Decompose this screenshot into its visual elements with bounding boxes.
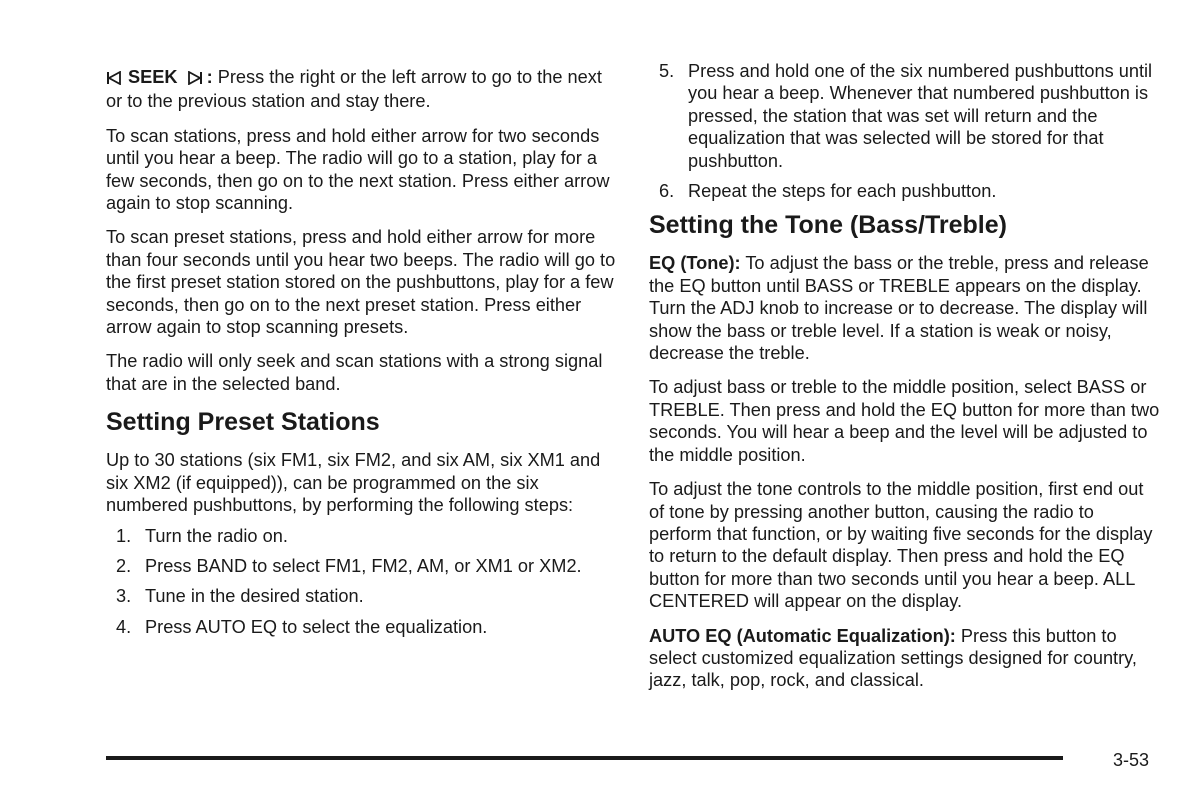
right-column <box>649 60 1161 704</box>
page-number: 3-53 <box>1113 750 1150 770</box>
eq-tone-label: EQ (Tone): <box>649 253 741 274</box>
eq-tone-text: To adjust the bass or the treble, press and release the EQ button until BASS or TREBLE appears on the display. Turn the ADJ knob to increase or to decrease. The display will show the bass or treble level. If a station is weak or noisy, decrease the treble. <box>649 253 1149 364</box>
list-item: 5. Press and hold one of the six numbered pushbuttons until you hear a beep. Whenever that numbered pushbutton is pressed, the station that was set will return and the equalization that was selected will be stored for that pushbutton. <box>659 61 1153 171</box>
list-item: 4. Press AUTO EQ to select the equalization. <box>116 616 488 637</box>
scan-paragraph: To scan stations, press and hold either arrow for two seconds until you hear a beep. The radio will go to a station, play for a few seconds, then go on to the next station. Press either arrow again to stop scanning. <box>106 125 610 214</box>
preset-heading: Setting Preset Stations <box>106 408 380 437</box>
auto-eq-paragraph <box>649 625 1161 692</box>
list-item: 2. Press BAND to select FM1, FM2, AM, or XM1 or XM2. <box>116 555 582 576</box>
seek-colon: : <box>206 67 213 87</box>
seek-text: Press the right or the left arrow to go to the next or to the previous station and stay there. <box>106 67 602 112</box>
scan-presets-paragraph: To scan preset stations, press and hold either arrow for more than four seconds until you hear two beeps. The radio will go to the first preset station stored on the pushbuttons, play for a few seconds, then go on to the next preset station. Press either arrow again to stop scanning presets. <box>106 227 616 338</box>
tone-heading: Setting the Tone (Bass/Treble) <box>649 211 1007 240</box>
footer-rule <box>106 756 1063 760</box>
seek-label: SEEK <box>128 67 178 87</box>
list-item: 3. Tune in the desired station. <box>116 586 364 607</box>
seek-back-icon <box>106 68 122 90</box>
preset-intro: Up to 30 stations (six FM1, six FM2, and six AM, six XM1 and six XM2 (if equipped)), can be programmed on the six numbered pushbuttons, by performing the following steps: <box>106 450 601 516</box>
seek-forward-icon <box>187 68 203 90</box>
auto-eq-label: AUTO EQ (Automatic Equalization): <box>649 625 956 646</box>
list-item: 1. Turn the radio on. <box>116 525 288 546</box>
eq-tone-paragraph <box>649 252 1161 364</box>
tone-controls-paragraph: To adjust the tone controls to the middle position, first end out of tone by pressing another button, causing the radio to perform that function, or by waiting five seconds for the display to return to the default display. Then press and hold the EQ button for more than two seconds until you hear a beep. ALL CENTERED will appear on the display. <box>649 479 1153 612</box>
seek-paragraph <box>106 66 618 113</box>
seek-scan-note-paragraph: The radio will only seek and scan stations with a strong signal that are in the selected band. <box>106 351 603 394</box>
preset-steps-list-right <box>649 60 1161 202</box>
left-column <box>106 60 618 646</box>
list-item: 6. Repeat the steps for each pushbutton. <box>659 181 997 202</box>
preset-steps-list-left <box>106 525 618 639</box>
auto-eq-text: Press this button to select customized equalization settings designed for country, jazz, talk, pop, rock, and classical. <box>649 625 1137 691</box>
middle-position-paragraph: To adjust bass or treble to the middle position, select BASS or TREBLE. Then press and hold the EQ button for more than two seconds. You will hear a beep and the level will be adjusted to the middle position. <box>649 377 1160 465</box>
